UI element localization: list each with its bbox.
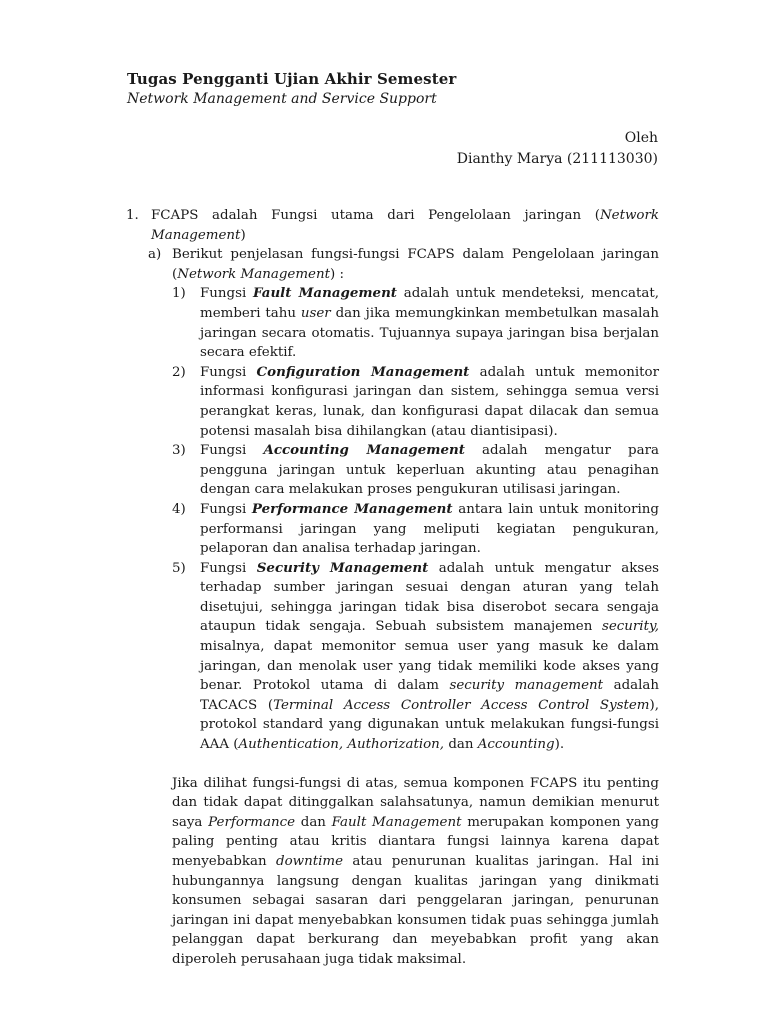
- fcaps-item-text: Fungsi Security Management adalah untuk mengatur akses terhadap sumber jaringan sesuai dengan aturan yang telah disetujui, sehingga jaringan tidak bisa diserobot secara sengaja ataupun tidak sengaja. Sebuah subsistem manajemen security, misalnya, dapat memonitor semua user yang masuk ke dalam jaringan, dan menolak user yang tidak memiliki kode akses yang benar. Protokol utama di dalam security management adalah TACACS (Terminal Access Controller Access Control System), protokol standard yang digunakan untuk melakukan fungsi-fungsi AAA (Authentication, Authorization, dan Accounting).: [200, 559, 660, 753]
- fcaps-item-text: Fungsi Fault Management adalah untuk mendeteksi, mencatat, memberi tahu user dan jika memungkinkan membetulkan masalah jaringan secara otomatis. Tujuannya supaya jaringan bisa berjalan secara efektif.: [200, 285, 659, 361]
- fcaps-item-configuration: [126, 363, 659, 441]
- conclusion-paragraph: [126, 774, 659, 970]
- document-header: [127, 69, 456, 109]
- fcaps-item-number: 4): [172, 501, 186, 517]
- list-number: 1.: [126, 208, 139, 223]
- fcaps-item-text: Fungsi Configuration Management adalah untuk memonitor informasi konfigurasi jaringan dan sistem, sehingga semua versi perangkat keras, lunak, dan konfigurasi dapat dilacak dan semua potensi masalah bisa dihilangkan (atau diantisipasi).: [200, 363, 659, 439]
- author-name: Dianthy Marya (211113030): [456, 151, 658, 167]
- document-subtitle: Network Management and Service Support: [127, 91, 437, 107]
- fcaps-item-accounting: [126, 441, 659, 500]
- fcaps-item-number: 2): [172, 364, 186, 380]
- fcaps-item-number: 3): [172, 443, 186, 459]
- fcaps-item-number: 1): [172, 286, 186, 302]
- fcaps-function-list: [126, 284, 659, 754]
- fcaps-item-fault: [126, 284, 659, 362]
- fcaps-item-security: [126, 559, 659, 755]
- fcaps-item-performance: [126, 500, 659, 559]
- sub-item-a: [126, 245, 659, 284]
- conclusion-text: Jika dilihat fungsi-fungsi di atas, semua komponen FCAPS itu penting dan tidak dapat ditinggalkan salahsatunya, namun demikian menurut saya Performance dan Fault Management merupakan komponen yang paling penting atau kritis diantara fungsi lainnya karena dapat menyebabkan downtime atau penurunan kualitas jaringan. Hal ini hubungannya langsung dengan kualitas jaringan yang dinikmati konsumen sebagai sasaran dari penggelaran jaringan, penurunan jaringan ini dapat menyebabkan konsumen tidak puas sehingga jumlah pelanggan dapat berkurang dan meyebabkan profit yang akan diperoleh perusahaan juga tidak maksimal.: [172, 775, 660, 967]
- fcaps-item-text: Fungsi Performance Management antara lain untuk monitoring performansi jaringan yang meliputi kegiatan pengukuran, pelaporan dan analisa terhadap jaringan.: [200, 500, 659, 557]
- fcaps-item-text: Fungsi Accounting Management adalah mengatur para pengguna jaringan untuk keperluan akunting atau penagihan dengan cara melakukan proses pengukuran utilisasi jaringan.: [200, 442, 659, 498]
- sub-item-text: Berikut penjelasan fungsi-fungsi FCAPS dalam Pengelolaan jaringan (Network Management) :: [172, 247, 659, 282]
- list-item-1: [126, 206, 659, 245]
- list-item-text: FCAPS adalah Fungsi utama dari Pengelolaan jaringan (Network Management): [151, 208, 659, 243]
- document-body: [126, 206, 659, 970]
- fcaps-item-number: 5): [172, 560, 186, 576]
- document-title: Tugas Pengganti Ujian Akhir Semester: [127, 70, 457, 88]
- sub-item-letter: a): [148, 247, 162, 263]
- author-block: [457, 128, 658, 170]
- author-by: Oleh: [624, 130, 658, 146]
